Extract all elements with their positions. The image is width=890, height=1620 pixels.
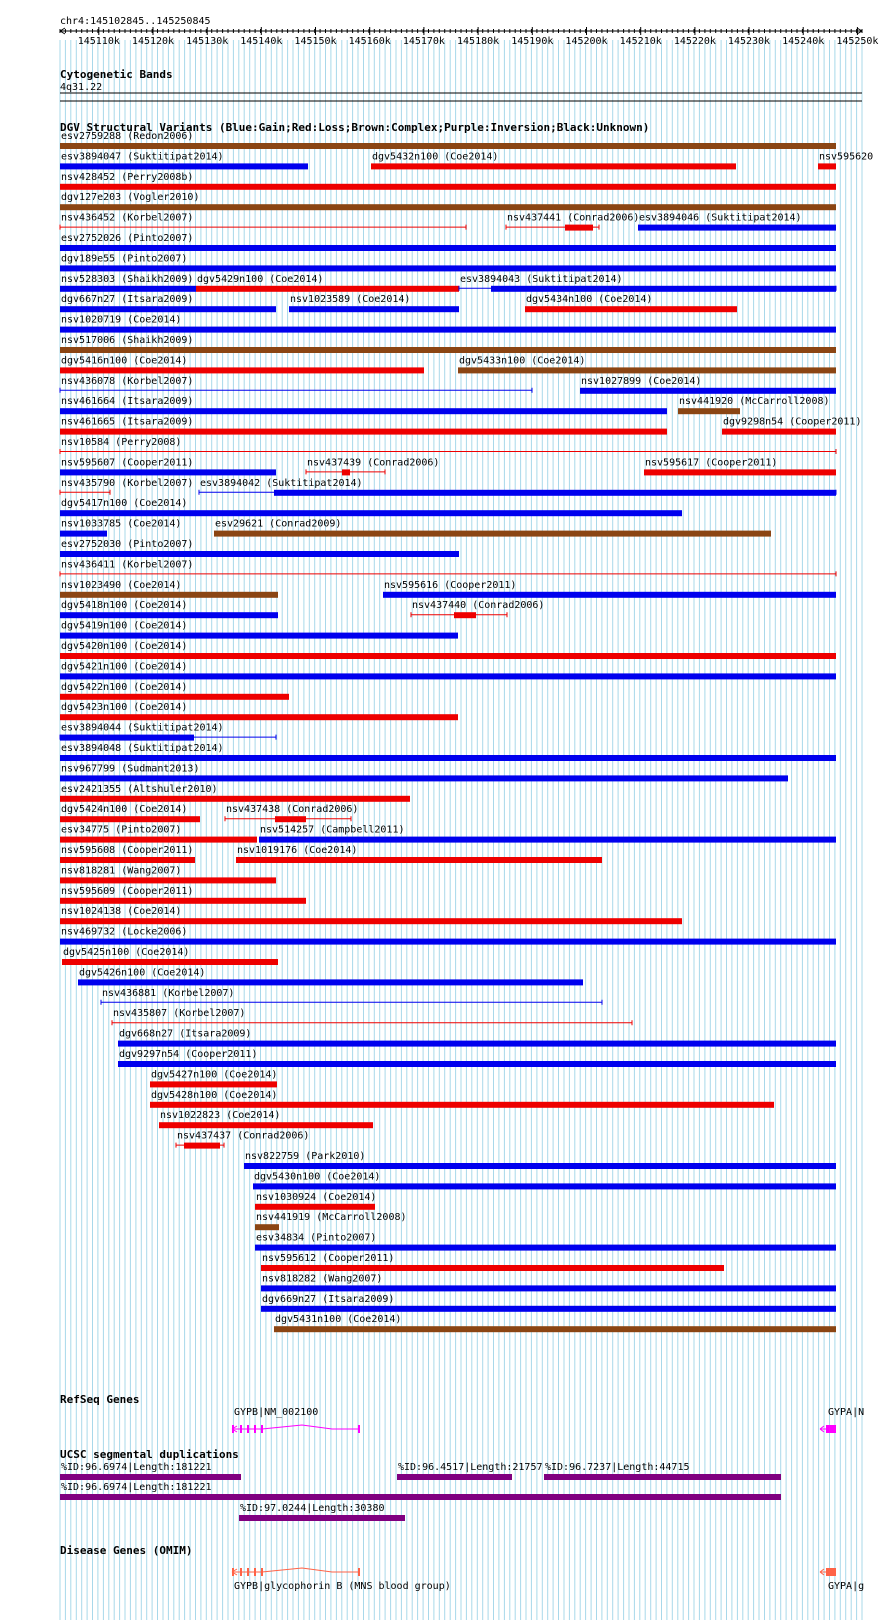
variant-feature[interactable] [244, 1151, 836, 1169]
variant-feature[interactable] [236, 845, 602, 863]
variant-feature[interactable] [261, 1253, 724, 1271]
variant-label: dgv669n27 (Itsara2009) [262, 1293, 395, 1305]
variant-feature[interactable] [60, 845, 195, 863]
variant-bar [60, 531, 107, 537]
variant-bar [722, 429, 836, 435]
segdup-bar [60, 1494, 781, 1500]
variant-feature[interactable] [60, 825, 257, 843]
variant-bar [371, 163, 736, 169]
variant-label: nsv441920 (McCarroll2008) [679, 396, 830, 408]
ruler-tick-label: 145200k [565, 36, 608, 47]
variant-label: esv3894044 (Suktitipat2014) [61, 722, 224, 734]
ruler-tick-label: 145190k [511, 36, 554, 47]
variant-feature[interactable] [459, 274, 836, 292]
variant-label: nsv818282 (Wang2007) [262, 1273, 383, 1285]
variant-feature[interactable] [60, 906, 682, 924]
variant-feature[interactable] [60, 927, 836, 945]
variant-label: nsv461665 (Itsara2009) [61, 416, 194, 428]
variant-label: dgv668n27 (Itsara2009) [119, 1028, 252, 1040]
omim-gene-label: GYPA|g [828, 1581, 865, 1592]
variant-bar [244, 1163, 836, 1169]
variant-label: dgv5420n100 (Coe2014) [61, 641, 188, 652]
variant-label: nsv528303 (Shaikh2009) [61, 273, 194, 285]
variant-feature[interactable] [60, 457, 276, 475]
omim-gene-label: GYPB|glycophorin B (MNS blood group) [234, 1581, 451, 1592]
variant-label: nsv595617 (Cooper2011) [645, 457, 778, 469]
variant-feature[interactable] [60, 763, 788, 781]
variant-feature[interactable] [261, 1273, 836, 1291]
segdup-label: %ID:96.7237|Length:44715 [545, 1462, 690, 1473]
variant-bar [60, 592, 278, 598]
variant-label: dgv5423n100 (Coe2014) [61, 702, 188, 714]
variant-label: nsv1030924 (Coe2014) [256, 1191, 377, 1203]
variant-label: nsv1023490 (Coe2014) [61, 579, 182, 591]
omim-gene-exon [358, 1568, 360, 1576]
variant-label: nsv436452 (Korbel2007) [61, 212, 194, 224]
variant-feature[interactable] [60, 437, 836, 454]
variant-bar [184, 1143, 220, 1149]
variant-label: dgv667n27 (Itsara2009) [61, 294, 194, 306]
variant-label: esv29621 (Conrad2009) [215, 518, 342, 530]
ruler-tick-label: 145150k [294, 36, 337, 47]
variant-label: nsv461664 (Itsara2009) [61, 396, 194, 408]
variant-label: dgv9297n54 (Cooper2011) [119, 1049, 258, 1060]
segdup-bar [60, 1474, 241, 1480]
variant-label: esv3894047 (Suktitipat2014) [61, 151, 224, 163]
variant-feature[interactable] [60, 172, 836, 190]
ruler-axis [60, 27, 878, 47]
variant-feature[interactable] [60, 192, 836, 210]
variant-label: dgv5425n100 (Coe2014) [63, 947, 190, 958]
variant-feature[interactable] [60, 233, 836, 251]
variant-label: nsv1020719 (Coe2014) [61, 314, 182, 326]
variant-bar [289, 306, 459, 312]
variant-feature[interactable] [176, 1131, 309, 1149]
variant-feature[interactable] [458, 355, 836, 373]
refseq-gene-exon [826, 1425, 836, 1433]
variant-feature[interactable] [255, 1192, 376, 1210]
variant-label: nsv967799 (Sudmant2013) [61, 763, 200, 775]
variant-label: esv3894048 (Suktitipat2014) [61, 743, 224, 754]
variant-bar [60, 714, 458, 720]
variant-feature[interactable] [196, 274, 459, 292]
variant-feature[interactable] [644, 457, 836, 475]
variant-bar [60, 898, 306, 904]
variant-feature[interactable] [60, 559, 836, 576]
omim-track-title: Disease Genes (OMIM) [60, 1544, 193, 1557]
variant-bar [525, 306, 737, 312]
variant-bar [60, 408, 667, 414]
variant-bar [60, 918, 682, 924]
variant-bar [383, 592, 836, 598]
variant-label: nsv437441 (Conrad2006) [507, 212, 640, 224]
variant-bar [60, 735, 194, 741]
variant-label: nsv437439 (Conrad2006) [307, 457, 440, 469]
variant-label: nsv595612 (Cooper2011) [262, 1253, 395, 1264]
variant-label: nsv441919 (McCarroll2008) [256, 1212, 407, 1224]
variant-label: dgv5428n100 (Coe2014) [151, 1089, 278, 1101]
variant-label: nsv514257 (Campbell2011) [260, 824, 405, 836]
variant-bar [60, 694, 289, 700]
variant-label: dgv5434n100 (Coe2014) [526, 294, 653, 306]
ruler-tick-label: 145250k [836, 36, 879, 47]
variant-bar [644, 469, 836, 475]
variant-bar [60, 184, 836, 190]
variant-bar [60, 286, 196, 292]
variant-label: nsv595620 [819, 151, 874, 163]
variant-label: nsv595609 (Cooper2011) [61, 885, 194, 897]
variant-bar [62, 959, 278, 965]
refseq-gene-label: GYPA|N [828, 1407, 865, 1418]
refseq-gene[interactable] [820, 1407, 864, 1433]
variant-label: nsv1024138 (Coe2014) [61, 906, 182, 918]
variant-feature[interactable] [60, 865, 276, 883]
variant-bar [678, 408, 740, 414]
variant-bar [214, 531, 771, 537]
variant-feature[interactable] [225, 804, 358, 822]
dgv-track-title: DGV Structural Variants (Blue:Gain;Red:Loss;Brown:Complex;Purple:Inversion;Black:Unknown) [60, 121, 650, 134]
variant-label: nsv595616 (Cooper2011) [384, 579, 517, 591]
variant-label: dgv127e203 (Vogler2010) [61, 192, 200, 204]
variant-bar [150, 1081, 277, 1087]
ruler-tick-label: 145110k [77, 36, 120, 47]
variant-feature[interactable] [150, 1090, 774, 1108]
variant-bar [261, 1306, 836, 1312]
variant-bar [60, 327, 836, 333]
variant-bar [78, 979, 583, 985]
variant-bar [60, 796, 410, 802]
variant-bar [255, 1245, 836, 1251]
variant-label: dgv5432n100 (Coe2014) [372, 151, 499, 163]
variant-feature[interactable] [274, 1314, 836, 1332]
variant-bar [60, 163, 308, 169]
refseq-track-title: RefSeq Genes [60, 1393, 140, 1406]
omim-gene[interactable] [820, 1568, 864, 1592]
variant-bar [60, 204, 836, 210]
variant-bar [259, 837, 836, 843]
variant-label: nsv436411 (Korbel2007) [61, 559, 194, 571]
variant-bar [118, 1041, 836, 1047]
variant-label: esv3894043 (Suktitipat2014) [460, 273, 623, 285]
variant-bar [60, 939, 836, 945]
variant-feature[interactable] [60, 213, 466, 230]
refseq-gene-exon [358, 1425, 360, 1433]
variant-label: nsv436881 (Korbel2007) [102, 987, 235, 999]
variant-bar [255, 1204, 375, 1210]
segdup-feature[interactable] [239, 1503, 405, 1521]
variant-bar [60, 265, 836, 271]
omim-gene-exon [826, 1568, 836, 1576]
variant-label: nsv1027899 (Coe2014) [581, 375, 702, 387]
cytoband-track-title: Cytogenetic Bands [60, 68, 173, 81]
variant-label: dgv5421n100 (Coe2014) [61, 661, 188, 673]
variant-label: esv2421355 (Altshuler2010) [61, 783, 218, 795]
variant-label: dgv189e55 (Pinto2007) [61, 253, 188, 265]
variant-bar [60, 347, 836, 353]
variant-bar [150, 1102, 774, 1108]
variant-label: dgv5426n100 (Coe2014) [79, 967, 206, 979]
variant-label: nsv1033785 (Coe2014) [61, 518, 182, 530]
variant-label: dgv5422n100 (Coe2014) [61, 681, 188, 693]
variant-feature[interactable] [112, 1008, 632, 1025]
variant-bar [60, 429, 667, 435]
variant-label: nsv818281 (Wang2007) [61, 865, 182, 877]
variant-bar [60, 673, 836, 679]
ruler-tick-label: 145140k [240, 36, 283, 47]
variant-feature[interactable] [150, 1069, 277, 1087]
variant-label: esv2759288 (Redon2006) [61, 131, 194, 142]
variant-label: nsv10584 (Perry2008) [61, 437, 182, 448]
variant-label: nsv469732 (Locke2006) [61, 926, 188, 938]
variant-feature[interactable] [60, 539, 459, 557]
variant-bar [253, 1183, 836, 1189]
variant-label: nsv595607 (Cooper2011) [61, 457, 194, 469]
variant-feature[interactable] [60, 274, 196, 292]
segdup-feature[interactable] [544, 1462, 781, 1480]
variant-label: nsv822759 (Park2010) [245, 1151, 366, 1162]
variant-label: nsv437437 (Conrad2006) [177, 1130, 310, 1142]
variant-label: dgv5424n100 (Coe2014) [61, 804, 188, 816]
variant-bar [60, 143, 836, 149]
segdup-feature[interactable] [60, 1482, 781, 1500]
variant-label: esv3894042 (Suktitipat2014) [200, 477, 363, 489]
variant-label: esv2752030 (Pinto2007) [61, 539, 194, 550]
variant-feature[interactable] [60, 315, 836, 333]
omim-track [60, 1544, 864, 1592]
variant-feature[interactable] [60, 580, 278, 598]
segdup-label: %ID:96.6974|Length:181221 [61, 1482, 212, 1493]
ruler-tick-label: 145120k [131, 36, 175, 47]
variant-bar [236, 857, 602, 863]
variant-label: nsv1023589 (Coe2014) [290, 294, 411, 306]
variant-bar [60, 816, 200, 822]
variant-bar [60, 877, 276, 883]
variant-label: dgv5416n100 (Coe2014) [61, 355, 188, 367]
variant-feature[interactable] [383, 580, 836, 598]
segdup-track-title: UCSC segmental duplications [60, 1448, 239, 1461]
variant-bar [60, 612, 278, 618]
variant-bar [565, 225, 593, 231]
variant-feature[interactable] [199, 478, 836, 496]
variant-bar [454, 612, 476, 618]
variant-label: nsv437438 (Conrad2006) [226, 804, 359, 816]
variant-bar [255, 1224, 279, 1230]
variant-bar [60, 510, 682, 516]
variant-bar [342, 469, 350, 475]
variant-bar [60, 755, 836, 761]
variant-label: dgv9298n54 (Cooper2011) [723, 416, 862, 428]
segdup-bar [397, 1474, 512, 1480]
variant-label: esv34834 (Pinto2007) [256, 1232, 377, 1244]
variant-feature[interactable] [101, 988, 602, 1005]
variant-feature[interactable] [159, 1110, 373, 1128]
variant-label: esv34775 (Pinto2007) [61, 824, 182, 836]
variant-label: dgv5431n100 (Coe2014) [275, 1314, 402, 1326]
ruler-tick-label: 145230k [727, 36, 771, 47]
ruler-tick-label: 145130k [186, 36, 229, 47]
ruler-tick-label: 145210k [619, 36, 662, 47]
variant-bar [60, 857, 195, 863]
variant-bar [159, 1122, 373, 1128]
variant-feature[interactable] [60, 804, 200, 822]
variant-bar [580, 388, 836, 394]
variant-feature[interactable] [62, 947, 278, 965]
variant-bar [274, 490, 836, 496]
variant-bar [60, 837, 257, 843]
variant-feature[interactable] [306, 457, 439, 475]
variant-feature[interactable] [255, 1233, 836, 1251]
variant-label: nsv435807 (Korbel2007) [113, 1008, 246, 1020]
variant-bar [60, 245, 836, 251]
variant-label: nsv1019176 (Coe2014) [237, 845, 358, 856]
refseq-track [60, 1393, 864, 1433]
variant-bar [118, 1061, 836, 1067]
variant-feature[interactable] [60, 335, 836, 353]
variant-feature[interactable] [60, 253, 836, 271]
variant-feature[interactable] [261, 1294, 836, 1312]
variant-bar [60, 633, 458, 639]
variant-label: dgv5429n100 (Coe2014) [197, 273, 324, 285]
cytoband-label: 4q31.22 [60, 82, 103, 93]
variant-feature[interactable] [60, 743, 836, 761]
variant-bar [818, 163, 836, 169]
variant-label: nsv435790 (Korbel2007) [61, 477, 194, 489]
variant-label: nsv595608 (Cooper2011) [61, 845, 194, 856]
variant-bar [274, 1326, 836, 1332]
variant-feature[interactable] [60, 498, 682, 516]
variant-bar [60, 306, 276, 312]
refseq-gene[interactable] [232, 1407, 360, 1433]
segdup-feature[interactable] [60, 1462, 241, 1480]
variant-label: dgv5417n100 (Coe2014) [61, 498, 188, 510]
variant-feature[interactable] [60, 723, 276, 741]
ruler-range-label: chr4:145102845..145250845 [60, 16, 211, 27]
refseq-gene-label: GYPB|NM_002100 [234, 1407, 319, 1418]
segdup-label: %ID:97.0244|Length:30380 [240, 1503, 385, 1514]
variant-feature[interactable] [580, 376, 836, 394]
ruler-tick-label: 145180k [457, 36, 500, 47]
variant-feature[interactable] [60, 661, 836, 679]
ruler-tick-label: 145220k [673, 36, 716, 47]
variant-bar [491, 286, 836, 292]
variant-label: dgv5427n100 (Coe2014) [151, 1069, 278, 1081]
variant-label: nsv1022823 (Coe2014) [160, 1110, 281, 1122]
variant-feature[interactable] [60, 641, 836, 659]
variant-bar [60, 653, 836, 659]
variant-label: esv3894046 (Suktitipat2014) [639, 212, 802, 224]
variant-label: nsv437440 (Conrad2006) [412, 600, 545, 612]
variant-label: esv2752026 (Pinto2007) [61, 233, 194, 244]
variant-label: nsv517006 (Shaikh2009) [61, 335, 194, 346]
variant-feature[interactable] [60, 702, 458, 720]
variant-feature[interactable] [60, 621, 458, 639]
variant-feature[interactable] [214, 519, 771, 537]
variant-feature[interactable] [638, 213, 836, 231]
variant-bar [638, 225, 836, 231]
variant-feature[interactable] [60, 886, 306, 904]
ruler-track [60, 16, 878, 47]
variant-bar [458, 367, 836, 373]
variant-label: dgv5430n100 (Coe2014) [254, 1171, 381, 1183]
segdup-bar [239, 1515, 405, 1521]
ruler-tick-label: 145240k [782, 36, 825, 47]
variant-feature[interactable] [60, 600, 278, 618]
variant-bar [60, 551, 459, 557]
variant-bar [261, 1265, 724, 1271]
variant-label: nsv436078 (Korbel2007) [61, 375, 194, 387]
variant-bar [60, 469, 276, 475]
variant-label: dgv5418n100 (Coe2014) [61, 600, 188, 612]
variant-bar [275, 816, 306, 822]
segdup-label: %ID:96.4517|Length:21757 [398, 1462, 543, 1473]
variant-bar [261, 1285, 836, 1291]
variant-bar [60, 775, 788, 781]
variant-label: dgv5433n100 (Coe2014) [459, 355, 586, 367]
variant-feature[interactable] [60, 294, 276, 312]
ruler-tick-label: 145160k [348, 36, 391, 47]
variant-label: dgv5419n100 (Coe2014) [61, 620, 188, 632]
variant-bar [60, 367, 424, 373]
variant-label: nsv428452 (Perry2008b) [61, 171, 194, 183]
variant-bar [196, 286, 459, 292]
segdup-bar [544, 1474, 781, 1480]
ruler-tick-label: 145170k [402, 36, 445, 47]
segdup-label: %ID:96.6974|Length:181221 [61, 1462, 212, 1473]
